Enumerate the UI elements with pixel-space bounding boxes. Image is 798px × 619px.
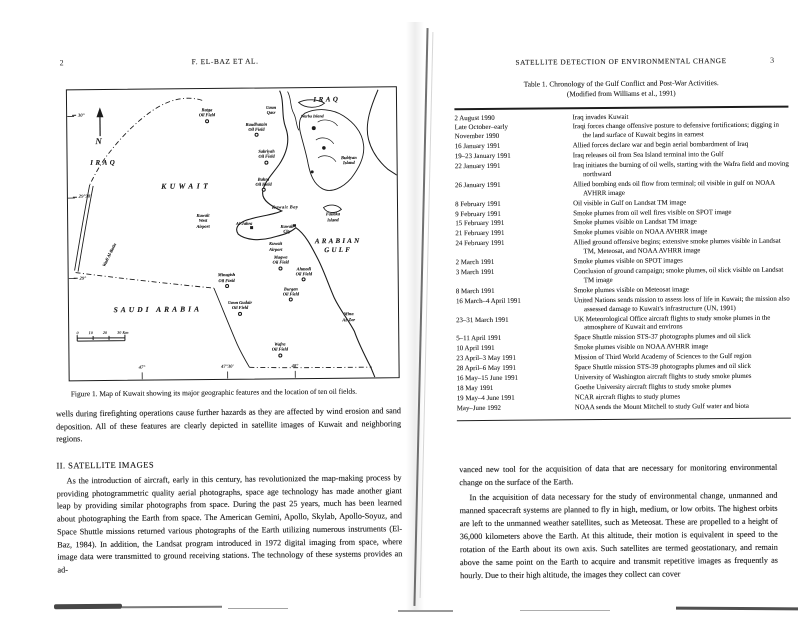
al-jahra-marker — [250, 226, 253, 229]
map-label: IRAQ — [90, 158, 118, 167]
figure-caption: Figure 1. Map of Kuwait showing its major geographic features and the location of ten oil fields. — [70, 386, 357, 399]
table-row — [456, 295, 790, 315]
oil-field-label: Sabriyah Oil Field — [258, 148, 275, 160]
body-paragraph-continuation: wells during firefighting operations cause further hazards as they are affected by wind erosion and sand deposition. All of these features are clearly depicted in satellite images of Kuwait and neighboring regions. — [55, 406, 402, 444]
row-event: Allied bombing ends oil flow from terminal; oil visible in gulf on NOAA AVHRR image — [572, 179, 775, 197]
row-event: Oil visible in Gulf on Landsat TM image — [573, 199, 687, 207]
oil-field-label: Umm Gudair Oil Field — [227, 299, 253, 311]
oil-field — [273, 254, 289, 270]
longitude-label: 48° — [291, 364, 299, 370]
map-label: Kuwait Airport — [269, 240, 283, 252]
running-head-left: F. EL-BAZ ET AL. — [191, 56, 259, 67]
map-label: Umm Qasr — [265, 104, 277, 116]
section-paragraph: As the introduction of aircraft, early in this century, has revolutionized the map-making process by providing photogrammetric quality aerial photographs, space age technology has made another giant leap by providing similar photographs from space. During the past 25 years, much has been learned about photographing the Earth from space. The American Gemini, Apollo, Skylab, Apollo-Soyuz, and Space Shuttle missions returned various photographs of the Earth utilizing numerous instruments (El-Baz, 1984). In addition, the Landsat program introduced in 1972 digital imaging from space, where image data were transmitted to ground receiving stations. The technology of these systems provides an ad- — [56, 473, 403, 575]
oil-field-marker-icon — [238, 311, 242, 315]
oil-field — [218, 272, 235, 288]
page-number-left: 2 — [59, 58, 64, 68]
row-date: 21 February 1991 — [455, 230, 505, 238]
map-label: Kuwait City — [280, 223, 294, 234]
table-title: Table 1. Chronology of the Gulf Conflict and Post-War Activities. — [523, 78, 719, 89]
row-event: Iraq invades Kuwait — [572, 113, 629, 121]
row-date: 8 March 1991 — [455, 287, 495, 296]
table-rows — [454, 112, 790, 414]
table-row — [457, 402, 791, 414]
row-date: 16 January 1991 — [454, 143, 501, 151]
row-date: 3 March 1991 — [455, 268, 495, 277]
row-event: Space Shuttle mission STS-39 photographs plumes and oil slick — [574, 362, 751, 372]
oil-field-label: Ratga Oil Field — [198, 107, 216, 118]
longitude-label: 47°30' — [221, 364, 234, 370]
map-label: ARABIAN GULF — [314, 236, 362, 254]
scale-bar-labels — [76, 329, 128, 334]
northeast-coast — [367, 90, 397, 176]
latitude-label: 29° — [74, 276, 86, 281]
scan-smudge-bottom-right-faint — [520, 610, 610, 611]
row-event: Smoke plumes from oil well fires visible on SPOT image — [573, 208, 732, 217]
oil-field — [199, 107, 215, 123]
row-event: Space Shuttle mission STS-37 photographs plumes and oil slick — [574, 333, 751, 342]
map-label: Warba Island — [300, 112, 324, 119]
oil-field-label: Magwa Oil Field — [272, 254, 289, 265]
scan-smudge-bottom-center — [398, 610, 453, 612]
table-row — [455, 161, 789, 181]
section-heading: II. SATELLITE IMAGES — [56, 459, 155, 471]
row-event: UK Meteorological Office aircraft flights to study smoke plumes in the atmosphere of Kuwait and environs — [574, 314, 771, 332]
row-date: 24 February 1991 — [455, 240, 505, 248]
row-event: Iraqi forces change offensive posture to defensive fortifications; digging in the land surface of Kuwait begins in earnest — [572, 122, 779, 140]
longitude-label: 47° — [138, 365, 146, 371]
inlet-channel — [288, 92, 299, 131]
oil-field-label: Burgan Oil Field — [282, 286, 300, 297]
body-paragraph-2: In the acquisition of data necessary for the study of environmental change, unmanned and manned spacecraft systems are planned to fly in high, medium, or low orbits. The highest orbits are left to the unmanned weather satellites, such as Meteosat. These are propelled to a height of 36,000 kilometers above the Earth. At this altitude, their motion is equivalent in speed to the rotation of the Earth about its own axis. Such satellites are termed geostationary, and remain above the same point on the Earth to acquire and transmit repetitive images as frequently as hourly. Due to their high altitude, the images they collect can cover — [459, 490, 779, 581]
row-date: Late October–early November 1990 — [454, 124, 508, 141]
body-paragraph-continuation-right: vanced new tool for the acquisition of data that are necessary for monitoring environmental change on the surface of the Earth. — [459, 462, 778, 488]
row-event: Goethe University aircraft flights to study smoke plumes — [574, 382, 732, 392]
row-event: Smoke plumes visible on Landsat TM image — [573, 218, 697, 227]
oil-field — [228, 300, 252, 316]
row-date: 26 January 1991 — [454, 181, 501, 190]
row-event: NCAR aircraft flights to study plumes — [574, 393, 681, 402]
oil-field-label: Raudhatain Oil Field — [245, 121, 268, 132]
row-event: NOAA sends the Mount Mitchell to study Gulf water and biota — [574, 402, 749, 411]
row-event: Conclusion of ground campaign; smoke plumes, oil slick visible on Landsat TM image — [573, 266, 784, 285]
running-head-right: SATELLITE DETECTION OF ENVIRONMENTAL CHANGE — [515, 57, 727, 67]
saudi-border — [76, 271, 214, 289]
map-label: Kuwait West Airport — [196, 212, 210, 229]
southern-border — [249, 366, 371, 368]
scale-label: 10 — [88, 329, 93, 335]
oil-field-label: Minagish Oil Field — [217, 272, 236, 283]
oil-field — [255, 176, 271, 192]
scan-smudge-bottom-right — [676, 607, 798, 611]
row-date: 15 February 1991 — [455, 220, 505, 228]
row-date: 8 February 1991 — [455, 200, 501, 208]
row-event: University of Washington aircraft flights to study smoke plumes — [574, 372, 752, 382]
oil-field — [246, 121, 268, 137]
row-date: 2 August 1990 — [454, 114, 495, 122]
map-label: Wadi Al-Batin — [101, 242, 118, 268]
row-event: Mission of Third World Academy of Sciences to the Gulf region — [574, 353, 752, 362]
oil-field-marker-icon — [225, 284, 229, 288]
page-number-right: 3 — [770, 55, 775, 65]
row-event: United Nations sends mission to assess loss of life in Kuwait; the mission also assessed damage to Kuwait's infrastructure (UN, 1991) — [573, 295, 790, 313]
port-blob-2 — [322, 146, 326, 150]
row-date: 22 January 1991 — [454, 162, 501, 171]
map-label: Bubiyan Island — [340, 154, 357, 166]
figure-map-of-kuwait — [66, 86, 400, 381]
map-label: Kuwait Bay — [271, 204, 299, 210]
scan-smudge-bottom-mid — [228, 608, 288, 609]
table-subtitle: (Modified from Williams et al., 1991) — [566, 89, 676, 99]
map-label: SAUDI ARABIA — [113, 304, 203, 315]
row-date: 2 March 1991 — [455, 258, 495, 267]
row-date: 28 April–6 May 1991 — [456, 364, 517, 373]
oil-field-label: Ahmadi Oil Field — [295, 265, 313, 277]
chronology-table — [454, 106, 790, 421]
row-date: 5–11 April 1991 — [456, 335, 502, 343]
row-date: 9 February 1991 — [455, 210, 501, 218]
oil-field-marker-icon — [262, 188, 266, 192]
oil-field — [258, 149, 275, 165]
oil-field-marker-icon — [278, 353, 282, 357]
row-event: Smoke plumes visible on NOAA AVHRR image — [573, 228, 708, 237]
map-label: Failaka Island — [325, 211, 341, 222]
north-arrow-head — [96, 107, 103, 117]
scan-smudge-bottom-left — [54, 604, 122, 609]
scale-label: 0 — [76, 329, 79, 335]
row-event: Smoke plumes visible on Meteosat image — [573, 286, 689, 295]
map-label: Mina Az-Zor — [342, 311, 356, 322]
row-date: 19 May–4 June 1991 — [456, 394, 515, 402]
row-date: 16 March–4 April 1991 — [455, 297, 521, 305]
oil-field-marker-icon — [302, 277, 306, 281]
bubiyan-marsh-marks — [316, 120, 338, 162]
map-linework — [67, 87, 399, 380]
row-event: Smoke plumes visible on SPOT images — [573, 257, 683, 266]
oil-field-marker-icon — [265, 160, 269, 164]
latitude-label: 29°30' — [73, 195, 91, 200]
scale-bar-glyph — [77, 335, 125, 341]
map-label: Al-Jahra — [235, 220, 253, 226]
table-row — [456, 267, 790, 287]
oil-field — [283, 286, 299, 302]
scale-label: 30 Km — [117, 329, 129, 335]
table-row — [455, 179, 789, 199]
oil-field-marker-icon — [205, 119, 209, 123]
latitude-label: 30° — [72, 114, 84, 119]
row-date: 23–31 March 1991 — [456, 316, 509, 324]
scale-label: 20 — [102, 329, 108, 335]
lon-tick-marks — [142, 371, 295, 379]
oil-field-marker-icon — [289, 298, 293, 302]
oil-field-label: Bahra Oil Field — [255, 176, 272, 187]
oil-field — [296, 266, 312, 282]
row-date: 23 April–3 May 1991 — [456, 354, 516, 363]
page-right — [418, 0, 798, 619]
row-event: Allied ground offensive begins; extensive smoke plumes visible in Landsat TM, Meteosat, and NOAA AVHRR image — [573, 237, 781, 256]
port-blob-1 — [312, 126, 316, 130]
row-event: Allied forces declare war and begin aerial bombardment of Iraq — [572, 141, 749, 150]
port-blob-3 — [311, 170, 314, 173]
oil-field-marker-icon — [254, 133, 258, 137]
table-row — [455, 122, 789, 142]
row-date: 18 May 1991 — [456, 384, 494, 393]
oil-field-marker-icon — [279, 266, 283, 270]
row-event: Smoke plumes visible on NOAA AVHRR image — [574, 343, 709, 352]
north-arrow-label: N — [95, 135, 102, 146]
map-label: KUWAIT — [161, 181, 212, 191]
row-event: Iraq initiates the burning of oil wells, starting with the Wafra field and moving northward — [572, 160, 789, 179]
row-date: 19–23 January 1991 — [454, 152, 511, 161]
row-date: 16 May–15 June 1991 — [456, 374, 519, 383]
table-row — [456, 314, 790, 334]
row-event: Iraq releases oil from Sea Island terminal into the Gulf — [572, 151, 724, 160]
row-date: 10 April 1991 — [456, 345, 495, 353]
table-row — [455, 238, 789, 258]
iraq-kuwait-border — [89, 98, 203, 185]
oil-field — [272, 341, 288, 357]
row-date: May–June 1992 — [456, 404, 502, 412]
oil-field-label: Wafra Oil Field — [271, 341, 289, 352]
map-label: IRAQ — [313, 94, 341, 104]
